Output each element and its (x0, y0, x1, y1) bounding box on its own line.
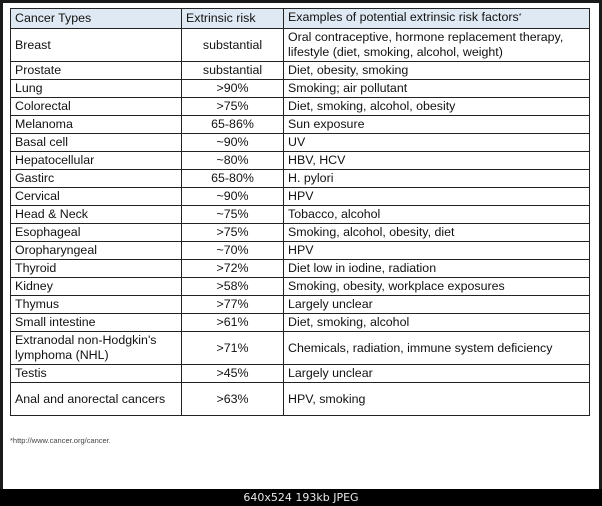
cell-risk-factors: Tobacco, alcohol (284, 206, 590, 224)
image-info-bar: 640x524 193kb JPEG (0, 489, 602, 506)
table-row (11, 29, 590, 62)
header-cancer-types: Cancer Types (11, 9, 182, 29)
source-footnote: *http://www.cancer.org/cancer. (10, 436, 111, 445)
cell-extrinsic-risk: >77% (182, 296, 284, 314)
cell-risk-factors: Diet low in iodine, radiation (284, 260, 590, 278)
cell-risk-factors: Chemicals, radiation, immune system deficiency (284, 332, 590, 365)
cell-extrinsic-risk: >75% (182, 224, 284, 242)
table-row (11, 116, 590, 134)
cell-extrinsic-risk: 65-86% (182, 116, 284, 134)
table-row (11, 242, 590, 260)
cell-extrinsic-risk: ~75% (182, 206, 284, 224)
cell-risk-factors: H. pylori (284, 170, 590, 188)
table-row (11, 383, 590, 416)
cell-extrinsic-risk: 65-80% (182, 170, 284, 188)
cell-cancer-type: Lung (11, 80, 182, 98)
table-row (11, 188, 590, 206)
cell-risk-factors: Diet, obesity, smoking (284, 62, 590, 80)
table-row (11, 224, 590, 242)
cell-cancer-type: Kidney (11, 278, 182, 296)
cell-risk-factors: Smoking; air pollutant (284, 80, 590, 98)
table-row (11, 134, 590, 152)
cell-extrinsic-risk: substantial (182, 62, 284, 80)
table-row (11, 152, 590, 170)
cell-extrinsic-risk: >90% (182, 80, 284, 98)
cell-risk-factors: Diet, smoking, alcohol, obesity (284, 98, 590, 116)
cell-cancer-type: Thymus (11, 296, 182, 314)
table-body (11, 29, 590, 416)
document-sheet (3, 3, 599, 489)
cell-cancer-type: Extranodal non-Hodgkin's lymphoma (NHL) (11, 332, 182, 365)
footnote-marker: * (518, 13, 522, 20)
cell-cancer-type: Colorectal (11, 98, 182, 116)
table-row (11, 332, 590, 365)
header-risk-factors-label: Examples of potential extrinsic risk factors (288, 10, 519, 24)
cell-cancer-type: Melanoma (11, 116, 182, 134)
cell-cancer-type: Breast (11, 29, 182, 62)
table-row (11, 365, 590, 383)
cell-cancer-type: Small intestine (11, 314, 182, 332)
header-extrinsic-risk: Extrinsic risk (182, 9, 284, 29)
cell-risk-factors: Sun exposure (284, 116, 590, 134)
cancer-risk-table (10, 8, 590, 416)
cell-risk-factors: Oral contraceptive, hormone replacement therapy, lifestyle (diet, smoking, alcohol, weight) (284, 29, 590, 62)
header-risk-factors (284, 9, 590, 29)
cell-extrinsic-risk: ~80% (182, 152, 284, 170)
cell-risk-factors: HPV (284, 188, 590, 206)
cell-cancer-type: Head & Neck (11, 206, 182, 224)
cell-risk-factors: Diet, smoking, alcohol (284, 314, 590, 332)
cell-cancer-type: Prostate (11, 62, 182, 80)
cell-cancer-type: Esophageal (11, 224, 182, 242)
cell-cancer-type: Anal and anorectal cancers (11, 383, 182, 416)
cell-extrinsic-risk: ~90% (182, 134, 284, 152)
table-row (11, 80, 590, 98)
cell-extrinsic-risk: ~90% (182, 188, 284, 206)
cell-risk-factors: HPV (284, 242, 590, 260)
table-row (11, 296, 590, 314)
table-row (11, 260, 590, 278)
cell-cancer-type: Cervical (11, 188, 182, 206)
table-row (11, 278, 590, 296)
cell-cancer-type: Oropharyngeal (11, 242, 182, 260)
cell-cancer-type: Gastirc (11, 170, 182, 188)
cell-extrinsic-risk: ~70% (182, 242, 284, 260)
cell-extrinsic-risk: >45% (182, 365, 284, 383)
cell-cancer-type: Basal cell (11, 134, 182, 152)
cell-risk-factors: UV (284, 134, 590, 152)
cell-risk-factors: Largely unclear (284, 365, 590, 383)
cell-cancer-type: Thyroid (11, 260, 182, 278)
cell-extrinsic-risk: >72% (182, 260, 284, 278)
table-row (11, 314, 590, 332)
table-row (11, 206, 590, 224)
cell-cancer-type: Hepatocellular (11, 152, 182, 170)
cell-risk-factors: HPV, smoking (284, 383, 590, 416)
cell-extrinsic-risk: >71% (182, 332, 284, 365)
table-row (11, 62, 590, 80)
cell-extrinsic-risk: >61% (182, 314, 284, 332)
table-header-row (11, 9, 590, 29)
cell-risk-factors: Largely unclear (284, 296, 590, 314)
cell-risk-factors: HBV, HCV (284, 152, 590, 170)
cell-risk-factors: Smoking, alcohol, obesity, diet (284, 224, 590, 242)
cell-extrinsic-risk: >63% (182, 383, 284, 416)
cell-extrinsic-risk: >75% (182, 98, 284, 116)
table-row (11, 170, 590, 188)
cell-risk-factors: Smoking, obesity, workplace exposures (284, 278, 590, 296)
cell-extrinsic-risk: substantial (182, 29, 284, 62)
table-row (11, 98, 590, 116)
cell-extrinsic-risk: >58% (182, 278, 284, 296)
cell-cancer-type: Testis (11, 365, 182, 383)
